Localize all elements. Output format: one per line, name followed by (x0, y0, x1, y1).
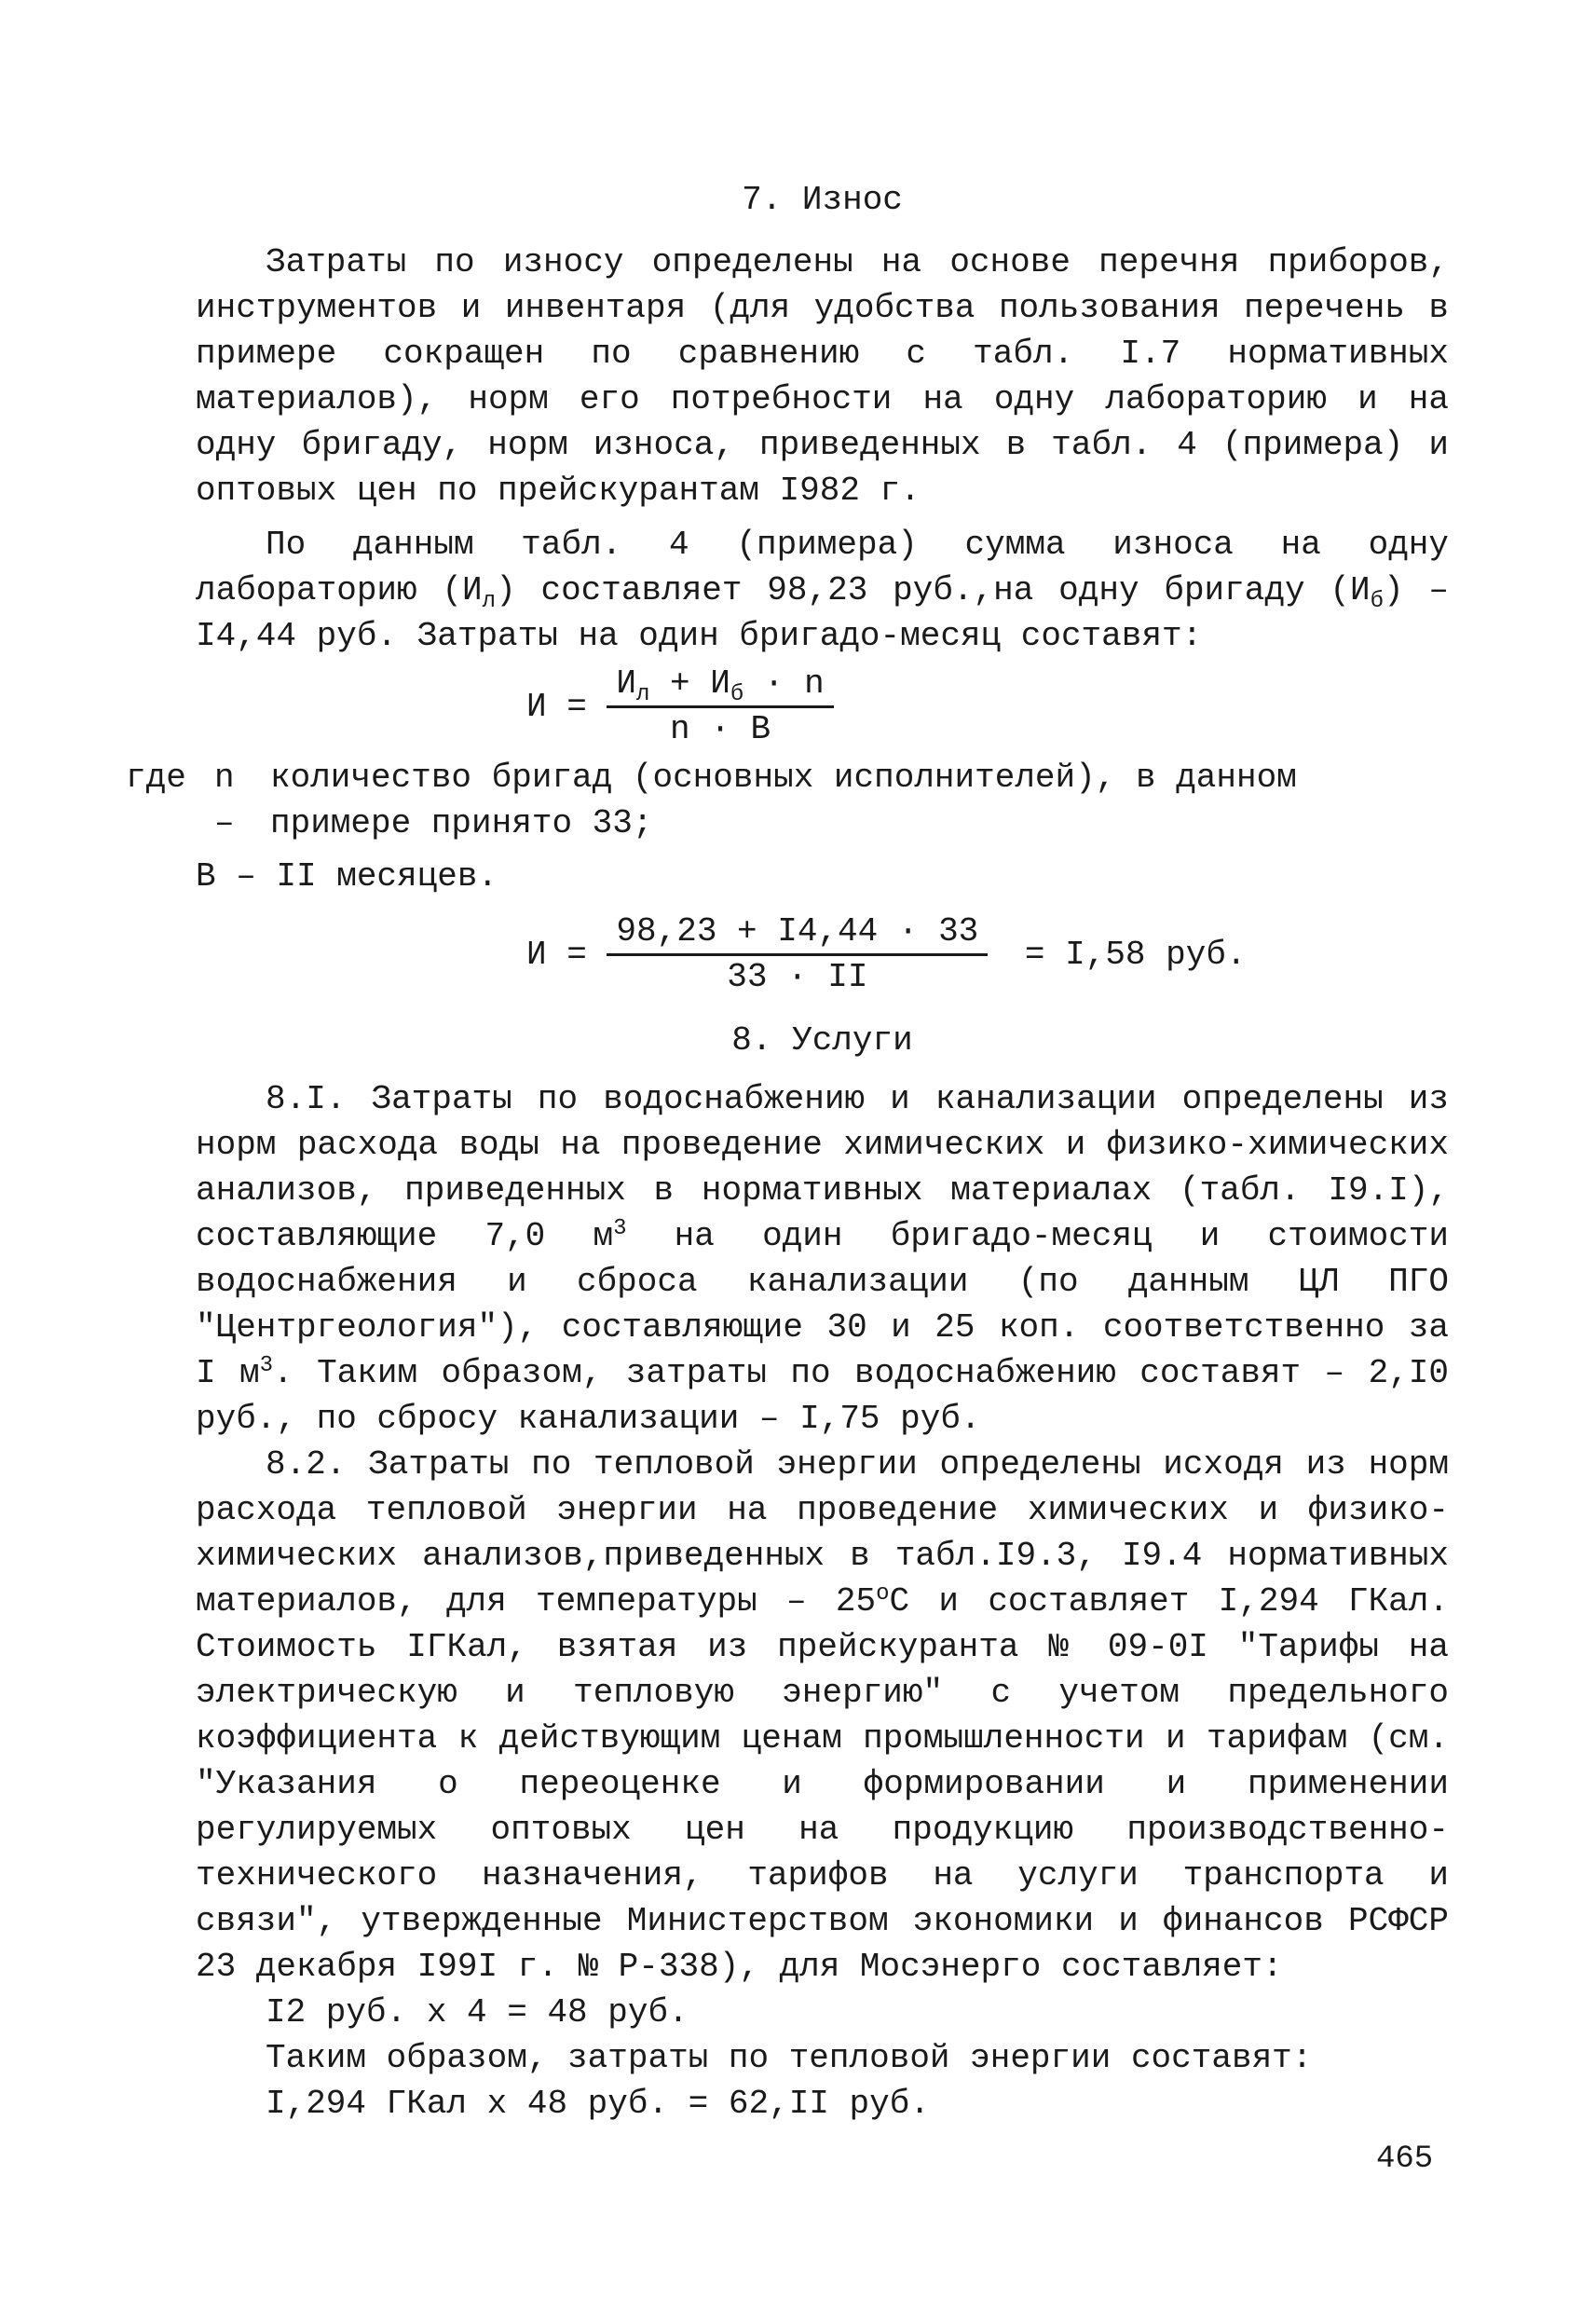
page-number: 465 (1376, 2141, 1434, 2177)
page-body (126, 177, 1450, 2127)
section-7-paragraph-2: По данным табл. 4 (примера) сумма износа на одну лабораторию $(И_л)$ составляет 98,23 руб.,на одну бригаду $(И_б) - I4,44$ руб. Затраты на один бригадо-месяц составят: (196, 526, 1450, 655)
where-label: где (126, 759, 186, 797)
formula-wear-lhs: И = (526, 688, 587, 727)
formula-wear-result-value: = I,58 руб. (1024, 936, 1247, 975)
formula-wear-result: И = $\frac{98,23 + I4,44 \cdot 33}{33 \cdot II}$ = I,58 руб. (196, 910, 1449, 999)
section-8-1-paragraph: 8.I. Затраты по водоснабжению и канализации определены из норм расхода воды на проведение химических и физико-химических анализов, приведенных в нормативных материалах (табл. I9.I), составляющие 7,0 $м^3$ на один бригадо-месяц и стоимости водоснабжения и сброса канализации (по данным ЦЛ ПГО "Центргеология"), составляющие 30 и 25 коп. соответственно за I $м^3$. Таким образом, затраты по водоснабжению составят – 2,I0 руб., по сбросу канализации – I,75 руб. (196, 1080, 1450, 1438)
summary-sentence: Таким образом, затраты по тепловой энергии составят: (266, 2039, 1313, 2077)
formula-wear-denominator: n · B (670, 710, 771, 748)
definition-n: n – количество бригад (основных исполнителей), в данном примере принято 33; (214, 759, 1297, 842)
section-8-2-paragraph: 8.2. Затраты по тепловой энергии определены исходя из норм расхода тепловой энергии на проведение химических и физико-химических анализов,приведенных в табл.I9.3, I9.4 нормативных материалов, для температуры – $25^оС$ и составляет I,294 ГКал. Стоимость IГКал, взятая из прейскуранта № 09-0I "Тарифы на электрическую и тепловую энергию" с учетом предельного коэффициента к действующим ценам промышленности и тарифам (см. "Указания о переоценке и формировании и применении регулируемых оптовых цен на продукцию производственно-технического назначения, тарифов на услуги транспорта и связи", утвержденные Министерством экономики и финансов РСФСР 23 декабря I99I г. № Р-338), для Мосэнерго составляет: (196, 1445, 1449, 1986)
formula-wear-fraction (607, 663, 833, 751)
formula-wear-result-fraction: $\frac{98,23 + I4,44 \cdot 33}{33 \cdot II}$ (607, 910, 988, 999)
section-7-heading: 7. Износ (742, 181, 903, 219)
definition-b: B – II месяцев. (196, 857, 498, 896)
tariff-calculation: I2 руб. x 4 = 48 руб. (266, 1993, 689, 2032)
formula-wear-numerator: $И_л + И_б \cdot n$ (607, 663, 833, 708)
definitions (126, 755, 1449, 846)
heat-energy-total: I,294 ГКал x 48 руб. = 62,II руб. (266, 2085, 930, 2123)
formula-wear (196, 663, 1449, 751)
section-8-heading: 8. Услуги (731, 1021, 913, 1060)
section-7-paragraph-1: Затраты по износу определены на основе перечня приборов, инструментов и инвентаря (для удобства пользования перечень в примере сокращен по сравнению с табл. I.7 нормативных материалов), норм его потребности на одну лабораторию и на одну бригаду, норм износа, приведенных в табл. 4 (примера) и оптовых цен по прейскурантам I982 г. (196, 243, 1449, 510)
